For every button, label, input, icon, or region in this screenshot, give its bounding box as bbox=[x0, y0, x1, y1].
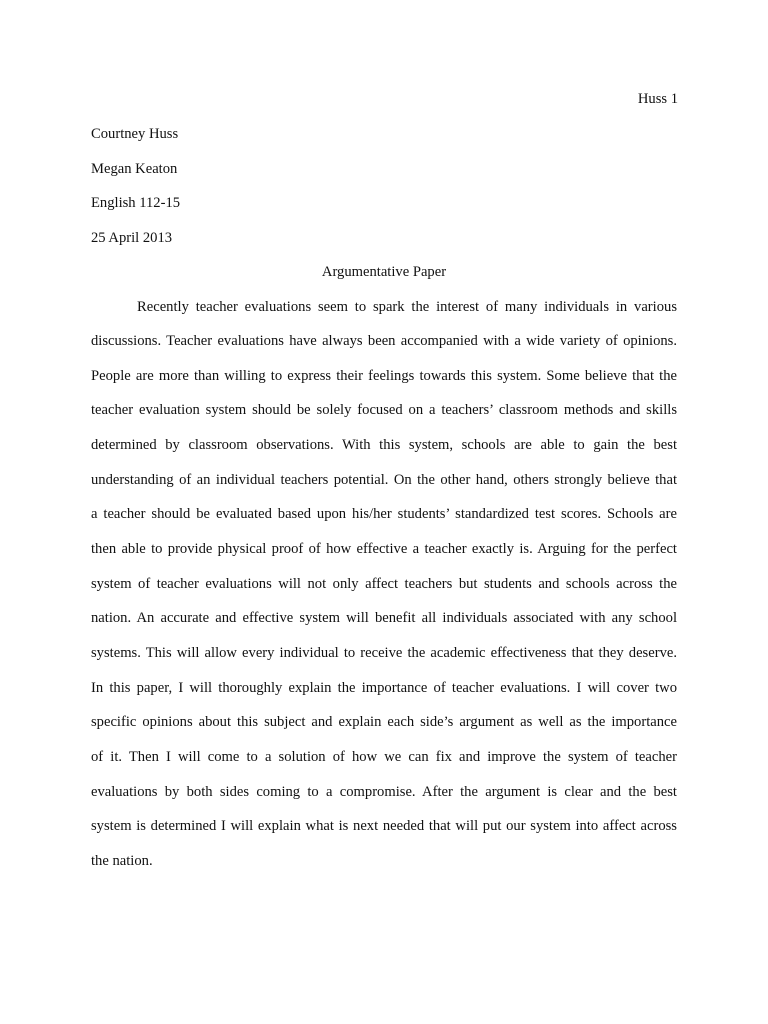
paragraph-line: a teacher should be evaluated based upon his/her students’ standardized test scores. Schools are bbox=[91, 506, 677, 522]
paragraph-line: discussions. Teacher evaluations have always been accompanied with a wide variety of opinions. bbox=[91, 333, 677, 349]
paragraph-line: determined by classroom observations. With this system, schools are able to gain the best bbox=[91, 437, 677, 453]
paragraph-line: Recently teacher evaluations seem to spark the interest of many individuals in various bbox=[137, 299, 677, 315]
course-name: English 112-15 bbox=[91, 195, 181, 211]
paragraph-line: specific opinions about this subject and explain each side’s argument as well as the importance bbox=[91, 714, 677, 730]
paragraph-line: People are more than willing to express their feelings towards this system. Some believe that the bbox=[91, 368, 677, 384]
paragraph-line: teacher evaluation system should be solely focused on a teachers’ classroom methods and skills bbox=[91, 402, 677, 418]
page-number-header: Huss 1 bbox=[637, 91, 678, 107]
paragraph-line: the nation. bbox=[91, 853, 153, 869]
instructor-name: Megan Keaton bbox=[91, 161, 178, 177]
paragraph-line: nation. An accurate and effective system will benefit all individuals associated with any school bbox=[91, 610, 677, 626]
paragraph-line: systems. This will allow every individual to receive the academic effectiveness that they deserve. bbox=[91, 645, 677, 661]
paragraph-line: In this paper, I will thoroughly explain the importance of teacher evaluations. I will cover two bbox=[91, 680, 677, 696]
paper-title: Argumentative Paper bbox=[321, 264, 447, 280]
paragraph-line: system is determined I will explain what is next needed that will put our system into affect across bbox=[91, 818, 677, 834]
paper-date: 25 April 2013 bbox=[91, 230, 173, 246]
paragraph-line: understanding of an individual teachers potential. On the other hand, others strongly believe that bbox=[91, 472, 677, 488]
paragraph-line: then able to provide physical proof of how effective a teacher exactly is. Arguing for the perfect bbox=[91, 541, 677, 557]
paragraph-line: evaluations by both sides coming to a compromise. After the argument is clear and the best bbox=[91, 784, 677, 800]
paragraph-line: system of teacher evaluations will not only affect teachers but students and schools across the bbox=[91, 576, 677, 592]
paragraph-line: of it. Then I will come to a solution of how we can fix and improve the system of teacher bbox=[91, 749, 677, 765]
author-name: Courtney Huss bbox=[91, 126, 179, 142]
